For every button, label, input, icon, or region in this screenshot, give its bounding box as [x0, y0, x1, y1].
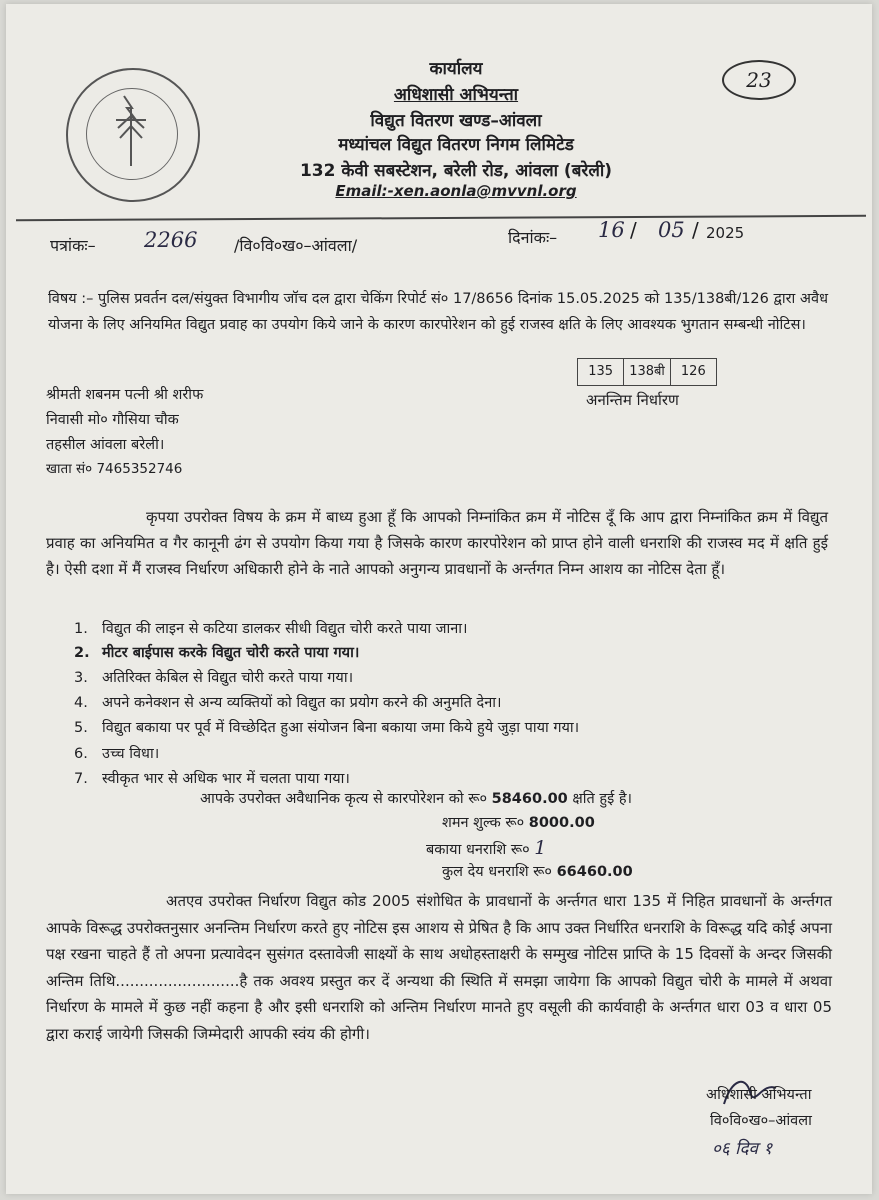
list-item: 2. मीटर बाईपास करके विद्युत चोरी करते पाया गया। [74, 645, 360, 661]
section-138b: 138बी [624, 359, 670, 385]
header-company: मध्यांचल विद्युत वितरण निगम लिमिटेड [338, 135, 574, 155]
closing-paragraph: अतएव उपरोक्त निर्धारण विद्युत कोड 2005 संशोधित के प्रावधानों के अर्न्तगत धारा 135 में निहित प्रावधानों के अर्न्तगत आपके विरूद्ध उपरोक्तनुसार अनन्तिम निर्धारण करते हुए नोटिस इस आशय से प्रेषित है कि आप उक्त निर्धारित धनराशि के विरूद्ध यदि कोई अपना पक्ष रखना चाहते हैं तो अपना प्रत्यावेदन सुसंगत दस्तावेजी साक्ष्यों के साथ अधोहस्ताक्षरी के सम्मुख नोटिस प्राप्ति के 15 दिवसों के अन्दर जिसकी अन्तिम तिथि..........................है तक अवश्य प्रस्तुत कर दें अन्यथा की स्थिति में समझा जायेगा कि आपको विद्युत चोरी के मामले में अथवा निर्धारण के मामले में कुछ नहीं कहना है और इसी धनराशि को अन्तिम निर्धारण मानते हुए वसूली की कार्यवाही के अर्न्तगत धारा 03 व धारा 05 द्वारा कराई जायेगी जिसकी जिम्मेदारी आपकी स्वंय की होगी। [46, 892, 832, 1043]
date-month: 05 [658, 218, 685, 242]
notice-document [6, 4, 872, 1194]
header-designation: अधिशासी अभियन्ता [393, 85, 519, 105]
sections-box [577, 358, 717, 386]
date-sep-1: / [630, 218, 637, 242]
signature-designation: अधिशासी अभियन्ता [706, 1087, 812, 1103]
list-item: 1. विद्युत की लाइन से कटिया डालकर सीधी विद्युत चोरी करते पाया जाना। [74, 621, 468, 637]
list-item: 5. विद्युत बकाया पर पूर्व में विच्छेदित हुआ संयोजन बिना बकाया जमा किये हुये जुड़ा पाया गया। [74, 720, 580, 736]
section-135: 135 [578, 359, 624, 385]
date-sep-2: / [692, 218, 699, 242]
ref-label: पत्रांकः– [50, 236, 96, 255]
signature-initials: ०६ दिव १ [712, 1139, 773, 1159]
recipient-address-1: निवासी मो० गौसिया चौक [46, 412, 179, 428]
recipient-account: खाता सं० 7465352746 [46, 461, 183, 477]
subject: विषय :– पुलिस प्रवर्तन दल/संयुक्त विभागीय जॉच दल द्वारा चेकिंग रिपोर्ट सं० 17/8656 दिनांक 15.05.2025 को 135/138बी/126 द्वारा अवैध योजना के लिए अनियमित विद्युत प्रवाह का उपयोग किये जाने के कारण कारपोरेशन को हुई राजस्व क्षति के लिए आवश्यक भुगतान सम्बन्धी नोटिस। [48, 291, 828, 333]
list-item: 4. अपने कनेक्शन से अन्य व्यक्तियों को विद्युत का प्रयोग करने की अनुमति देना। [74, 695, 502, 711]
list-item: 7. स्वीकृत भार से अधिक भार में चलता पाया गया। [74, 771, 350, 787]
header-office: कार्यालय [429, 59, 483, 79]
recipient-address-2: तहसील आंवला बरेली। [46, 437, 165, 453]
page-number: 23 [722, 60, 796, 100]
final-assessment: अनन्तिम निर्धारण [586, 391, 679, 409]
ref-number: 2266 [144, 228, 198, 252]
header-address: 132 केवी सबस्टेशन, बरेली रोड, आंवला (बरेली) [299, 161, 613, 181]
header-divider [16, 215, 866, 221]
header-email: Email:-xen.aonla@mvvnl.org [335, 182, 577, 200]
fee-bakaya: बकाया धनराशि रू० 1 [426, 837, 547, 859]
header-division: विद्युत वितरण खण्ड–आंवला [370, 111, 542, 131]
signature-office: वि०वि०ख०–आंवला [710, 1113, 812, 1129]
loss-amount: 58460.00 [491, 791, 568, 807]
list-item: 3. अतिरिक्त केबिल से विद्युत चोरी करते पाया गया। [74, 670, 354, 686]
date-label: दिनांकः– [508, 228, 558, 247]
date-day: 16 [598, 218, 625, 242]
fee-shaman: शमन शुल्क रू० 8000.00 [442, 815, 595, 831]
body-intro: कृपया उपरोक्त विषय के क्रम में बाध्य हुआ हूँ कि आपको निम्नांकित क्रम में नोटिस दूँ कि आप द्वारा निम्नांकित क्रम में विद्युत प्रवाह का अनियमित व गैर कानूनी ढंग से उपयोग किया गया है जिसके कारण कारपोरेशन को प्राप्त होने वाली धनराशि की राजस्व मद में क्षति हुई है। ऐसी दशा में मैं राजस्व निर्धारण अधिकारी होने के नाते आपको अनुगन्य प्रावधानों के अर्न्तगत निम्न आशय का नोटिस देता हूँ। [46, 508, 828, 578]
recipient-name: श्रीमती शबनम पत्नी श्री शरीफ [46, 387, 204, 403]
company-seal-icon [66, 68, 200, 202]
list-item: 6. उच्च विधा। [74, 746, 160, 762]
fee-total: कुल देय धनराशि रू० 66460.00 [442, 864, 633, 880]
date-year: 2025 [706, 224, 745, 242]
ref-office-code: /वि०वि०ख०–आंवला/ [234, 236, 358, 255]
loss-line: आपके उपरोक्त अवैधानिक कृत्य से कारपोरेशन को रू० 58460.00 क्षति हुई है। [200, 791, 633, 807]
section-126: 126 [680, 364, 706, 379]
